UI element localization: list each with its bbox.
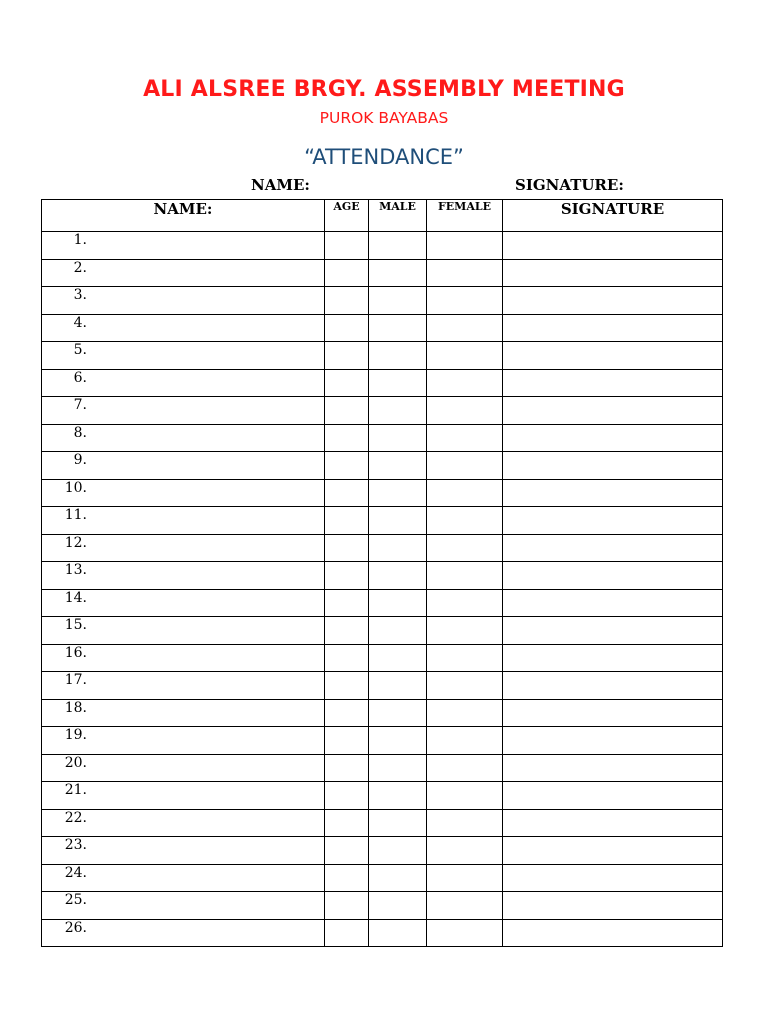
- male-cell[interactable]: [369, 562, 427, 590]
- name-cell[interactable]: [42, 507, 325, 535]
- table-row: [42, 699, 723, 727]
- female-cell[interactable]: [427, 837, 503, 865]
- row-number: 14.: [64, 589, 87, 606]
- signature-cell[interactable]: [503, 314, 723, 342]
- age-cell[interactable]: [325, 232, 369, 260]
- male-cell[interactable]: [369, 782, 427, 810]
- signature-cell[interactable]: [503, 369, 723, 397]
- female-cell[interactable]: [427, 259, 503, 287]
- name-cell[interactable]: [42, 809, 325, 837]
- signature-cell[interactable]: [503, 507, 723, 535]
- row-number: 13.: [64, 562, 87, 578]
- male-cell[interactable]: [369, 672, 427, 700]
- table-row: [42, 397, 723, 425]
- male-cell[interactable]: [369, 479, 427, 507]
- row-number: 25.: [64, 892, 87, 908]
- row-number: 12.: [64, 534, 87, 551]
- table-row: [42, 259, 723, 287]
- male-cell[interactable]: [369, 837, 427, 865]
- table-row: [42, 452, 723, 480]
- name-cell[interactable]: [42, 782, 325, 810]
- attendance-table: [41, 199, 723, 947]
- female-cell[interactable]: [427, 342, 503, 370]
- female-cell[interactable]: [427, 919, 503, 947]
- female-cell[interactable]: [427, 699, 503, 727]
- signature-cell[interactable]: [503, 259, 723, 287]
- table-row: [42, 314, 723, 342]
- name-cell[interactable]: [42, 727, 325, 755]
- male-cell[interactable]: [369, 314, 427, 342]
- male-cell[interactable]: [369, 754, 427, 782]
- name-cell[interactable]: [42, 754, 325, 782]
- row-number: 7.: [73, 397, 87, 413]
- table-row: [42, 424, 723, 452]
- age-cell[interactable]: [325, 727, 369, 755]
- table-row: [42, 507, 723, 535]
- male-cell[interactable]: [369, 864, 427, 892]
- table-row: [42, 754, 723, 782]
- table-row: [42, 479, 723, 507]
- female-cell[interactable]: [427, 892, 503, 920]
- row-number: 5.: [73, 342, 87, 358]
- row-number: 19.: [64, 727, 87, 743]
- row-number: 3.: [73, 287, 87, 303]
- signature-cell[interactable]: [503, 287, 723, 315]
- row-number: 21.: [64, 782, 87, 798]
- row-number: 10.: [64, 479, 87, 496]
- document-title: ALI ALSREE BRGY. ASSEMBLY MEETING: [143, 77, 625, 102]
- table-row: [42, 562, 723, 590]
- row-number: 6.: [73, 369, 87, 386]
- signature-cell[interactable]: [503, 424, 723, 452]
- name-cell[interactable]: [42, 534, 325, 562]
- signature-cell[interactable]: [503, 727, 723, 755]
- female-cell[interactable]: [427, 727, 503, 755]
- row-number: 11.: [64, 507, 87, 523]
- female-cell[interactable]: [427, 589, 503, 617]
- name-cell[interactable]: [42, 342, 325, 370]
- age-cell[interactable]: [325, 507, 369, 535]
- column-header-age: AGE: [325, 200, 369, 232]
- female-cell[interactable]: [427, 864, 503, 892]
- age-cell[interactable]: [325, 369, 369, 397]
- table-row: [42, 864, 723, 892]
- signature-cell[interactable]: [503, 919, 723, 947]
- signature-cell[interactable]: [503, 782, 723, 810]
- row-number: 23.: [64, 837, 87, 853]
- male-cell[interactable]: [369, 397, 427, 425]
- signature-cell[interactable]: [503, 342, 723, 370]
- age-cell[interactable]: [325, 534, 369, 562]
- signature-cell[interactable]: [503, 397, 723, 425]
- table-row: [42, 809, 723, 837]
- name-cell[interactable]: [42, 837, 325, 865]
- male-cell[interactable]: [369, 699, 427, 727]
- signature-cell[interactable]: [503, 617, 723, 645]
- age-cell[interactable]: [325, 672, 369, 700]
- column-header-name: NAME:: [42, 200, 325, 232]
- signature-cell[interactable]: [503, 644, 723, 672]
- age-cell[interactable]: [325, 754, 369, 782]
- male-cell[interactable]: [369, 507, 427, 535]
- male-cell[interactable]: [369, 589, 427, 617]
- female-cell[interactable]: [427, 397, 503, 425]
- female-cell[interactable]: [427, 617, 503, 645]
- age-cell[interactable]: [325, 617, 369, 645]
- name-cell[interactable]: [42, 287, 325, 315]
- table-row: [42, 342, 723, 370]
- table-row: [42, 589, 723, 617]
- age-cell[interactable]: [325, 287, 369, 315]
- row-number: 17.: [64, 672, 87, 688]
- table-row: [42, 617, 723, 645]
- female-cell[interactable]: [427, 287, 503, 315]
- table-row: [42, 287, 723, 315]
- name-cell[interactable]: [42, 892, 325, 920]
- name-cell[interactable]: [42, 424, 325, 452]
- name-cell[interactable]: [42, 479, 325, 507]
- row-number: 9.: [73, 452, 87, 468]
- row-number: 22.: [64, 809, 87, 826]
- age-cell[interactable]: [325, 837, 369, 865]
- row-number: 15.: [64, 617, 87, 633]
- document-subtitle: PUROK BAYABAS: [319, 109, 449, 127]
- female-cell[interactable]: [427, 562, 503, 590]
- female-cell[interactable]: [427, 424, 503, 452]
- age-cell[interactable]: [325, 699, 369, 727]
- column-header-female: FEMALE: [427, 200, 503, 232]
- name-cell[interactable]: [42, 864, 325, 892]
- name-cell[interactable]: [42, 452, 325, 480]
- signature-cell[interactable]: [503, 809, 723, 837]
- row-number: 2.: [73, 259, 87, 276]
- male-cell[interactable]: [369, 232, 427, 260]
- signature-caption: SIGNATURE:: [515, 176, 624, 194]
- female-cell[interactable]: [427, 809, 503, 837]
- table-row: [42, 727, 723, 755]
- table-row: [42, 534, 723, 562]
- signature-cell[interactable]: [503, 562, 723, 590]
- table-row: [42, 919, 723, 947]
- name-caption: NAME:: [251, 176, 310, 194]
- row-number: 26.: [64, 919, 87, 936]
- signature-cell[interactable]: [503, 699, 723, 727]
- male-cell[interactable]: [369, 892, 427, 920]
- male-cell[interactable]: [369, 342, 427, 370]
- female-cell[interactable]: [427, 754, 503, 782]
- female-cell[interactable]: [427, 782, 503, 810]
- female-cell[interactable]: [427, 507, 503, 535]
- male-cell[interactable]: [369, 287, 427, 315]
- name-cell[interactable]: [42, 617, 325, 645]
- age-cell[interactable]: [325, 809, 369, 837]
- signature-cell[interactable]: [503, 754, 723, 782]
- male-cell[interactable]: [369, 534, 427, 562]
- age-cell[interactable]: [325, 314, 369, 342]
- signature-cell[interactable]: [503, 589, 723, 617]
- female-cell[interactable]: [427, 644, 503, 672]
- attendance-heading: “ATTENDANCE”: [304, 145, 464, 169]
- row-number: 1.: [73, 232, 87, 248]
- male-cell[interactable]: [369, 727, 427, 755]
- male-cell[interactable]: [369, 809, 427, 837]
- age-cell[interactable]: [325, 479, 369, 507]
- column-header-signature: SIGNATURE: [503, 200, 723, 232]
- age-cell[interactable]: [325, 397, 369, 425]
- male-cell[interactable]: [369, 617, 427, 645]
- signature-cell[interactable]: [503, 452, 723, 480]
- name-cell[interactable]: [42, 397, 325, 425]
- signature-cell[interactable]: [503, 864, 723, 892]
- row-number: 24.: [64, 864, 87, 881]
- table-row: [42, 837, 723, 865]
- age-cell[interactable]: [325, 452, 369, 480]
- name-cell[interactable]: [42, 259, 325, 287]
- signature-cell[interactable]: [503, 479, 723, 507]
- age-cell[interactable]: [325, 259, 369, 287]
- male-cell[interactable]: [369, 452, 427, 480]
- female-cell[interactable]: [427, 479, 503, 507]
- female-cell[interactable]: [427, 672, 503, 700]
- signature-cell[interactable]: [503, 232, 723, 260]
- male-cell[interactable]: [369, 919, 427, 947]
- signature-cell[interactable]: [503, 837, 723, 865]
- age-cell[interactable]: [325, 919, 369, 947]
- female-cell[interactable]: [427, 232, 503, 260]
- age-cell[interactable]: [325, 342, 369, 370]
- name-cell[interactable]: [42, 919, 325, 947]
- age-cell[interactable]: [325, 562, 369, 590]
- name-cell[interactable]: [42, 699, 325, 727]
- signature-cell[interactable]: [503, 892, 723, 920]
- female-cell[interactable]: [427, 534, 503, 562]
- name-cell[interactable]: [42, 314, 325, 342]
- male-cell[interactable]: [369, 259, 427, 287]
- row-number: 8.: [73, 424, 87, 441]
- table-row: [42, 672, 723, 700]
- male-cell[interactable]: [369, 644, 427, 672]
- signature-cell[interactable]: [503, 672, 723, 700]
- female-cell[interactable]: [427, 369, 503, 397]
- table-row: [42, 782, 723, 810]
- row-number: 20.: [64, 754, 87, 771]
- age-cell[interactable]: [325, 864, 369, 892]
- table-row: [42, 892, 723, 920]
- row-number: 16.: [64, 644, 87, 661]
- female-cell[interactable]: [427, 314, 503, 342]
- age-cell[interactable]: [325, 644, 369, 672]
- table-row: [42, 369, 723, 397]
- female-cell[interactable]: [427, 452, 503, 480]
- signature-cell[interactable]: [503, 534, 723, 562]
- age-cell[interactable]: [325, 589, 369, 617]
- name-cell[interactable]: [42, 589, 325, 617]
- male-cell[interactable]: [369, 424, 427, 452]
- table-row: [42, 232, 723, 260]
- table-row: [42, 644, 723, 672]
- row-number: 4.: [73, 314, 87, 331]
- row-number: 18.: [64, 699, 87, 716]
- age-cell[interactable]: [325, 424, 369, 452]
- male-cell[interactable]: [369, 369, 427, 397]
- column-header-male: MALE: [369, 200, 427, 232]
- age-cell[interactable]: [325, 782, 369, 810]
- name-cell[interactable]: [42, 672, 325, 700]
- name-cell[interactable]: [42, 562, 325, 590]
- name-cell[interactable]: [42, 232, 325, 260]
- table-header-row: [42, 200, 723, 232]
- name-cell[interactable]: [42, 369, 325, 397]
- age-cell[interactable]: [325, 892, 369, 920]
- name-cell[interactable]: [42, 644, 325, 672]
